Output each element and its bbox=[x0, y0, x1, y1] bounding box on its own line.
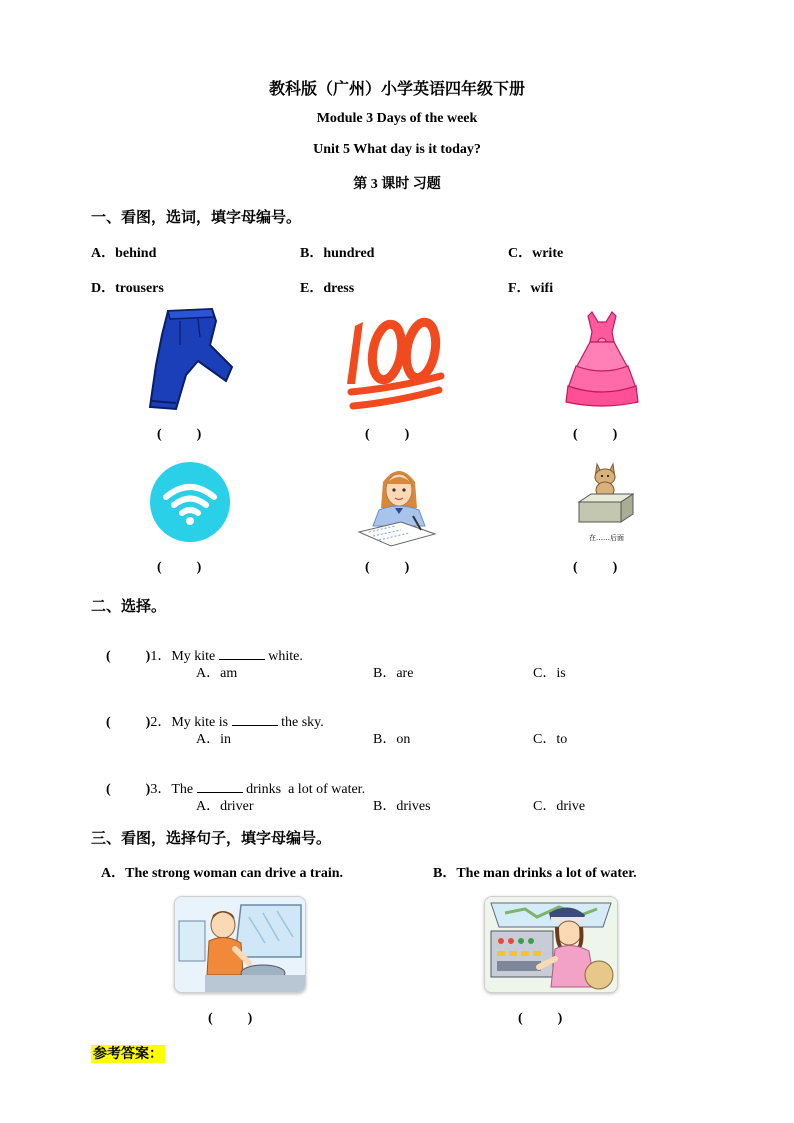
question-3 bbox=[99, 762, 365, 798]
woman-driving-train-icon bbox=[485, 897, 617, 992]
question-2-paren[interactable]: ( ) bbox=[106, 715, 151, 730]
q3-choice-b: B．drives bbox=[373, 799, 431, 814]
question-1-paren[interactable]: ( ) bbox=[106, 649, 151, 664]
answer-paren-2[interactable]: ( ) bbox=[365, 427, 410, 442]
question-3-number: 3． bbox=[150, 782, 172, 797]
hundred-icon bbox=[345, 308, 445, 412]
question-2-before: My kite is bbox=[171, 715, 232, 730]
answer-paren-6[interactable]: ( ) bbox=[573, 560, 618, 575]
question-2-after: the sky. bbox=[277, 715, 324, 730]
cat-behind-box-icon bbox=[575, 460, 635, 530]
q1-choice-c: C．is bbox=[533, 666, 566, 681]
question-1-number: 1． bbox=[150, 649, 172, 664]
section2-heading: 二、选择。 bbox=[91, 597, 167, 615]
cat-caption: 在……后面 bbox=[589, 534, 624, 542]
answer-key-label bbox=[91, 1043, 165, 1063]
sentence-b: B．The man drinks a lot of water. bbox=[433, 866, 637, 881]
question-3-paren[interactable]: ( ) bbox=[106, 782, 151, 797]
section1-heading: 一、看图，选词，填字母编号。 bbox=[91, 208, 302, 226]
option-c: C．write bbox=[508, 246, 564, 261]
answer-paren-scene-1[interactable]: ( ) bbox=[208, 1011, 253, 1026]
trousers-icon bbox=[140, 305, 240, 415]
question-2-number: 2． bbox=[150, 715, 172, 730]
man-driving-scene bbox=[174, 896, 306, 993]
answer-paren-1[interactable]: ( ) bbox=[157, 427, 202, 442]
answer-key-text: 参考答案： bbox=[93, 1046, 163, 1062]
question-3-before: The bbox=[171, 782, 197, 797]
option-f: F．wifi bbox=[508, 281, 554, 296]
section3-heading: 三、看图，选择句子，填字母编号。 bbox=[91, 829, 332, 847]
q3-choice-a: A．driver bbox=[196, 799, 254, 814]
sentence-a: A．The strong woman can drive a train. bbox=[101, 866, 344, 881]
question-1-after: white. bbox=[264, 649, 303, 664]
question-2 bbox=[99, 695, 324, 731]
man-driving-train-icon bbox=[175, 897, 305, 992]
q2-choice-a: A．in bbox=[196, 732, 231, 747]
question-3-blank[interactable] bbox=[197, 780, 243, 793]
question-2-blank[interactable] bbox=[232, 713, 278, 726]
unit-title: Unit 5 What day is it today? bbox=[313, 142, 481, 157]
wifi-icon bbox=[149, 461, 231, 543]
answer-paren-5[interactable]: ( ) bbox=[365, 560, 410, 575]
answer-paren-3[interactable]: ( ) bbox=[573, 427, 618, 442]
dress-icon bbox=[562, 308, 642, 408]
q2-choice-c: C．to bbox=[533, 732, 568, 747]
question-1-before: My kite bbox=[171, 649, 219, 664]
option-a: A．behind bbox=[91, 246, 157, 261]
question-3-after: drinks a lot of water. bbox=[242, 782, 366, 797]
q2-choice-b: B．on bbox=[373, 732, 411, 747]
option-d: D．trousers bbox=[91, 281, 164, 296]
question-1 bbox=[99, 629, 303, 665]
option-b: B．hundred bbox=[300, 246, 375, 261]
answer-paren-scene-2[interactable]: ( ) bbox=[518, 1011, 563, 1026]
module-title: Module 3 Days of the week bbox=[316, 111, 478, 126]
woman-driving-scene bbox=[484, 896, 618, 993]
question-1-blank[interactable] bbox=[219, 647, 265, 660]
lesson-title: 第 3 课时 习题 bbox=[353, 177, 441, 192]
document-title: 教科版（广州）小学英语四年级下册 bbox=[268, 79, 525, 98]
q1-choice-a: A．am bbox=[196, 666, 238, 681]
q1-choice-b: B．are bbox=[373, 666, 414, 681]
q3-choice-c: C．drive bbox=[533, 799, 586, 814]
answer-paren-4[interactable]: ( ) bbox=[157, 560, 202, 575]
option-e: E．dress bbox=[300, 281, 355, 296]
girl-writing-icon bbox=[355, 460, 443, 548]
